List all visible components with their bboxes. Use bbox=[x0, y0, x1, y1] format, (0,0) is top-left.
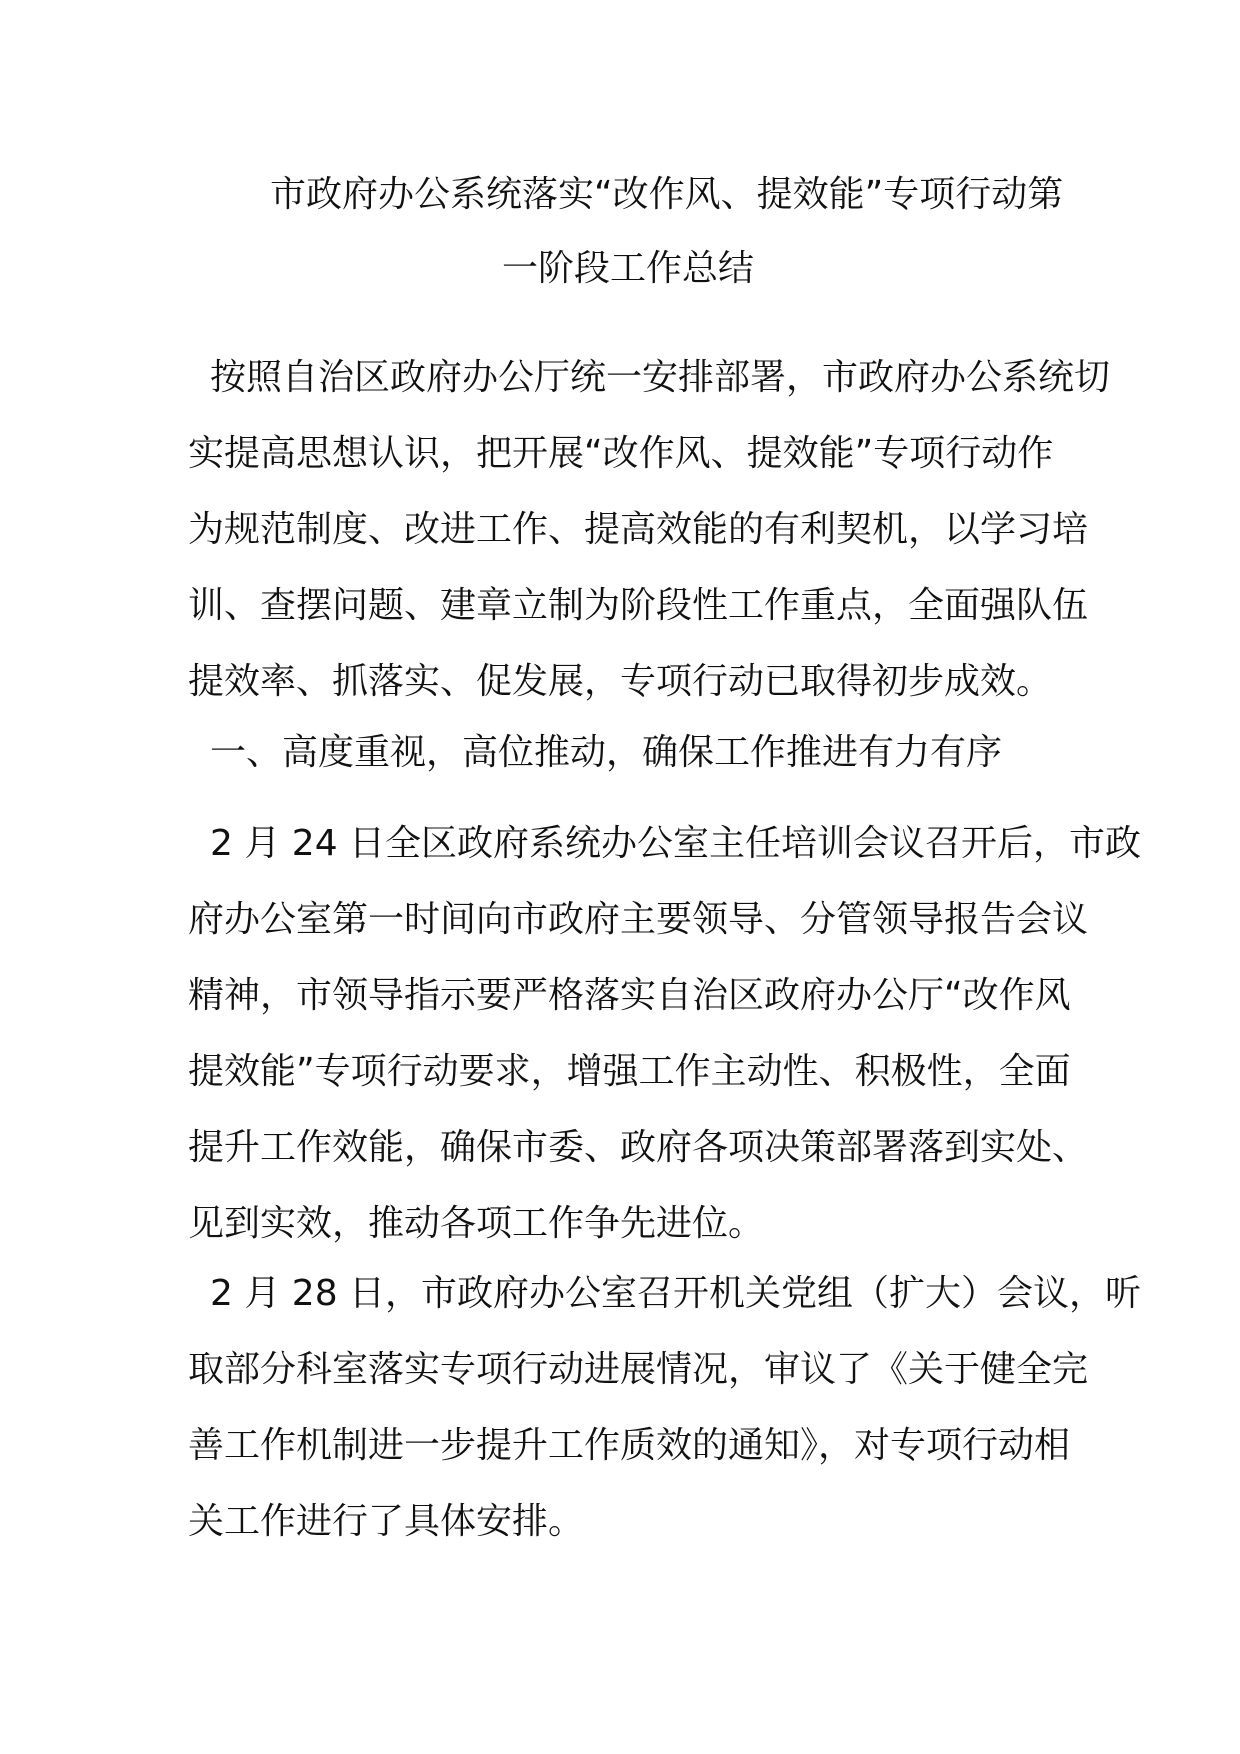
paragraph-3 bbox=[188, 1256, 1142, 1560]
paragraph-line: 2 月 28 日，市政府办公室召开机关党组（扩大）会议，听 bbox=[210, 1273, 1142, 1314]
paragraph-line: 精神，市领导指示要严格落实自治区政府办公厅“改作风 bbox=[188, 975, 1071, 1016]
heading-text: 一、高度重视，高位推动，确保工作推进有力有序 bbox=[210, 732, 1003, 773]
paragraph-line: 按照自治区政府办公厅统一安排部署，市政府办公系统切 bbox=[210, 357, 1111, 398]
paragraph-line: 府办公室第一时间向市政府主要领导、分管领导报告会议 bbox=[188, 899, 1089, 940]
paragraph-line: 提效率、抓落实、促发展，专项行动已取得初步成效。 bbox=[188, 661, 1053, 702]
document-title-line-2: 一阶段工作总结 bbox=[502, 248, 755, 289]
paragraph-line: 训、查摆问题、建章立制为阶段性工作重点，全面强队伍 bbox=[188, 585, 1089, 626]
intro-paragraph bbox=[188, 340, 1111, 720]
paragraph-line: 2 月 24 日全区政府系统办公室主任培训会议召开后，市政 bbox=[210, 823, 1142, 864]
document-title-line-1: 市政府办公系统落实“改作风、提效能”专项行动第 bbox=[270, 174, 1064, 215]
paragraph-line: 实提高思想认识，把开展“改作风、提效能”专项行动作 bbox=[188, 433, 1054, 474]
paragraph-line: 提效能”专项行动要求，增强工作主动性、积极性，全面 bbox=[188, 1051, 1071, 1092]
section-heading-1 bbox=[188, 715, 1068, 791]
paragraph-line: 为规范制度、改进工作、提高效能的有利契机，以学习培 bbox=[188, 509, 1089, 550]
paragraph-line: 善工作机制进一步提升工作质效的通知》，对专项行动相 bbox=[188, 1425, 1071, 1466]
paragraph-line: 取部分科室落实专项行动进展情况，审议了《关于健全完 bbox=[188, 1349, 1089, 1390]
paragraph-line: 提升工作效能，确保市委、政府各项决策部署落到实处、 bbox=[188, 1127, 1089, 1168]
paragraph-2 bbox=[188, 806, 1142, 1262]
paragraph-line: 见到实效，推动各项工作争先进位。 bbox=[188, 1203, 765, 1244]
paragraph-line: 关工作进行了具体安排。 bbox=[188, 1501, 585, 1542]
